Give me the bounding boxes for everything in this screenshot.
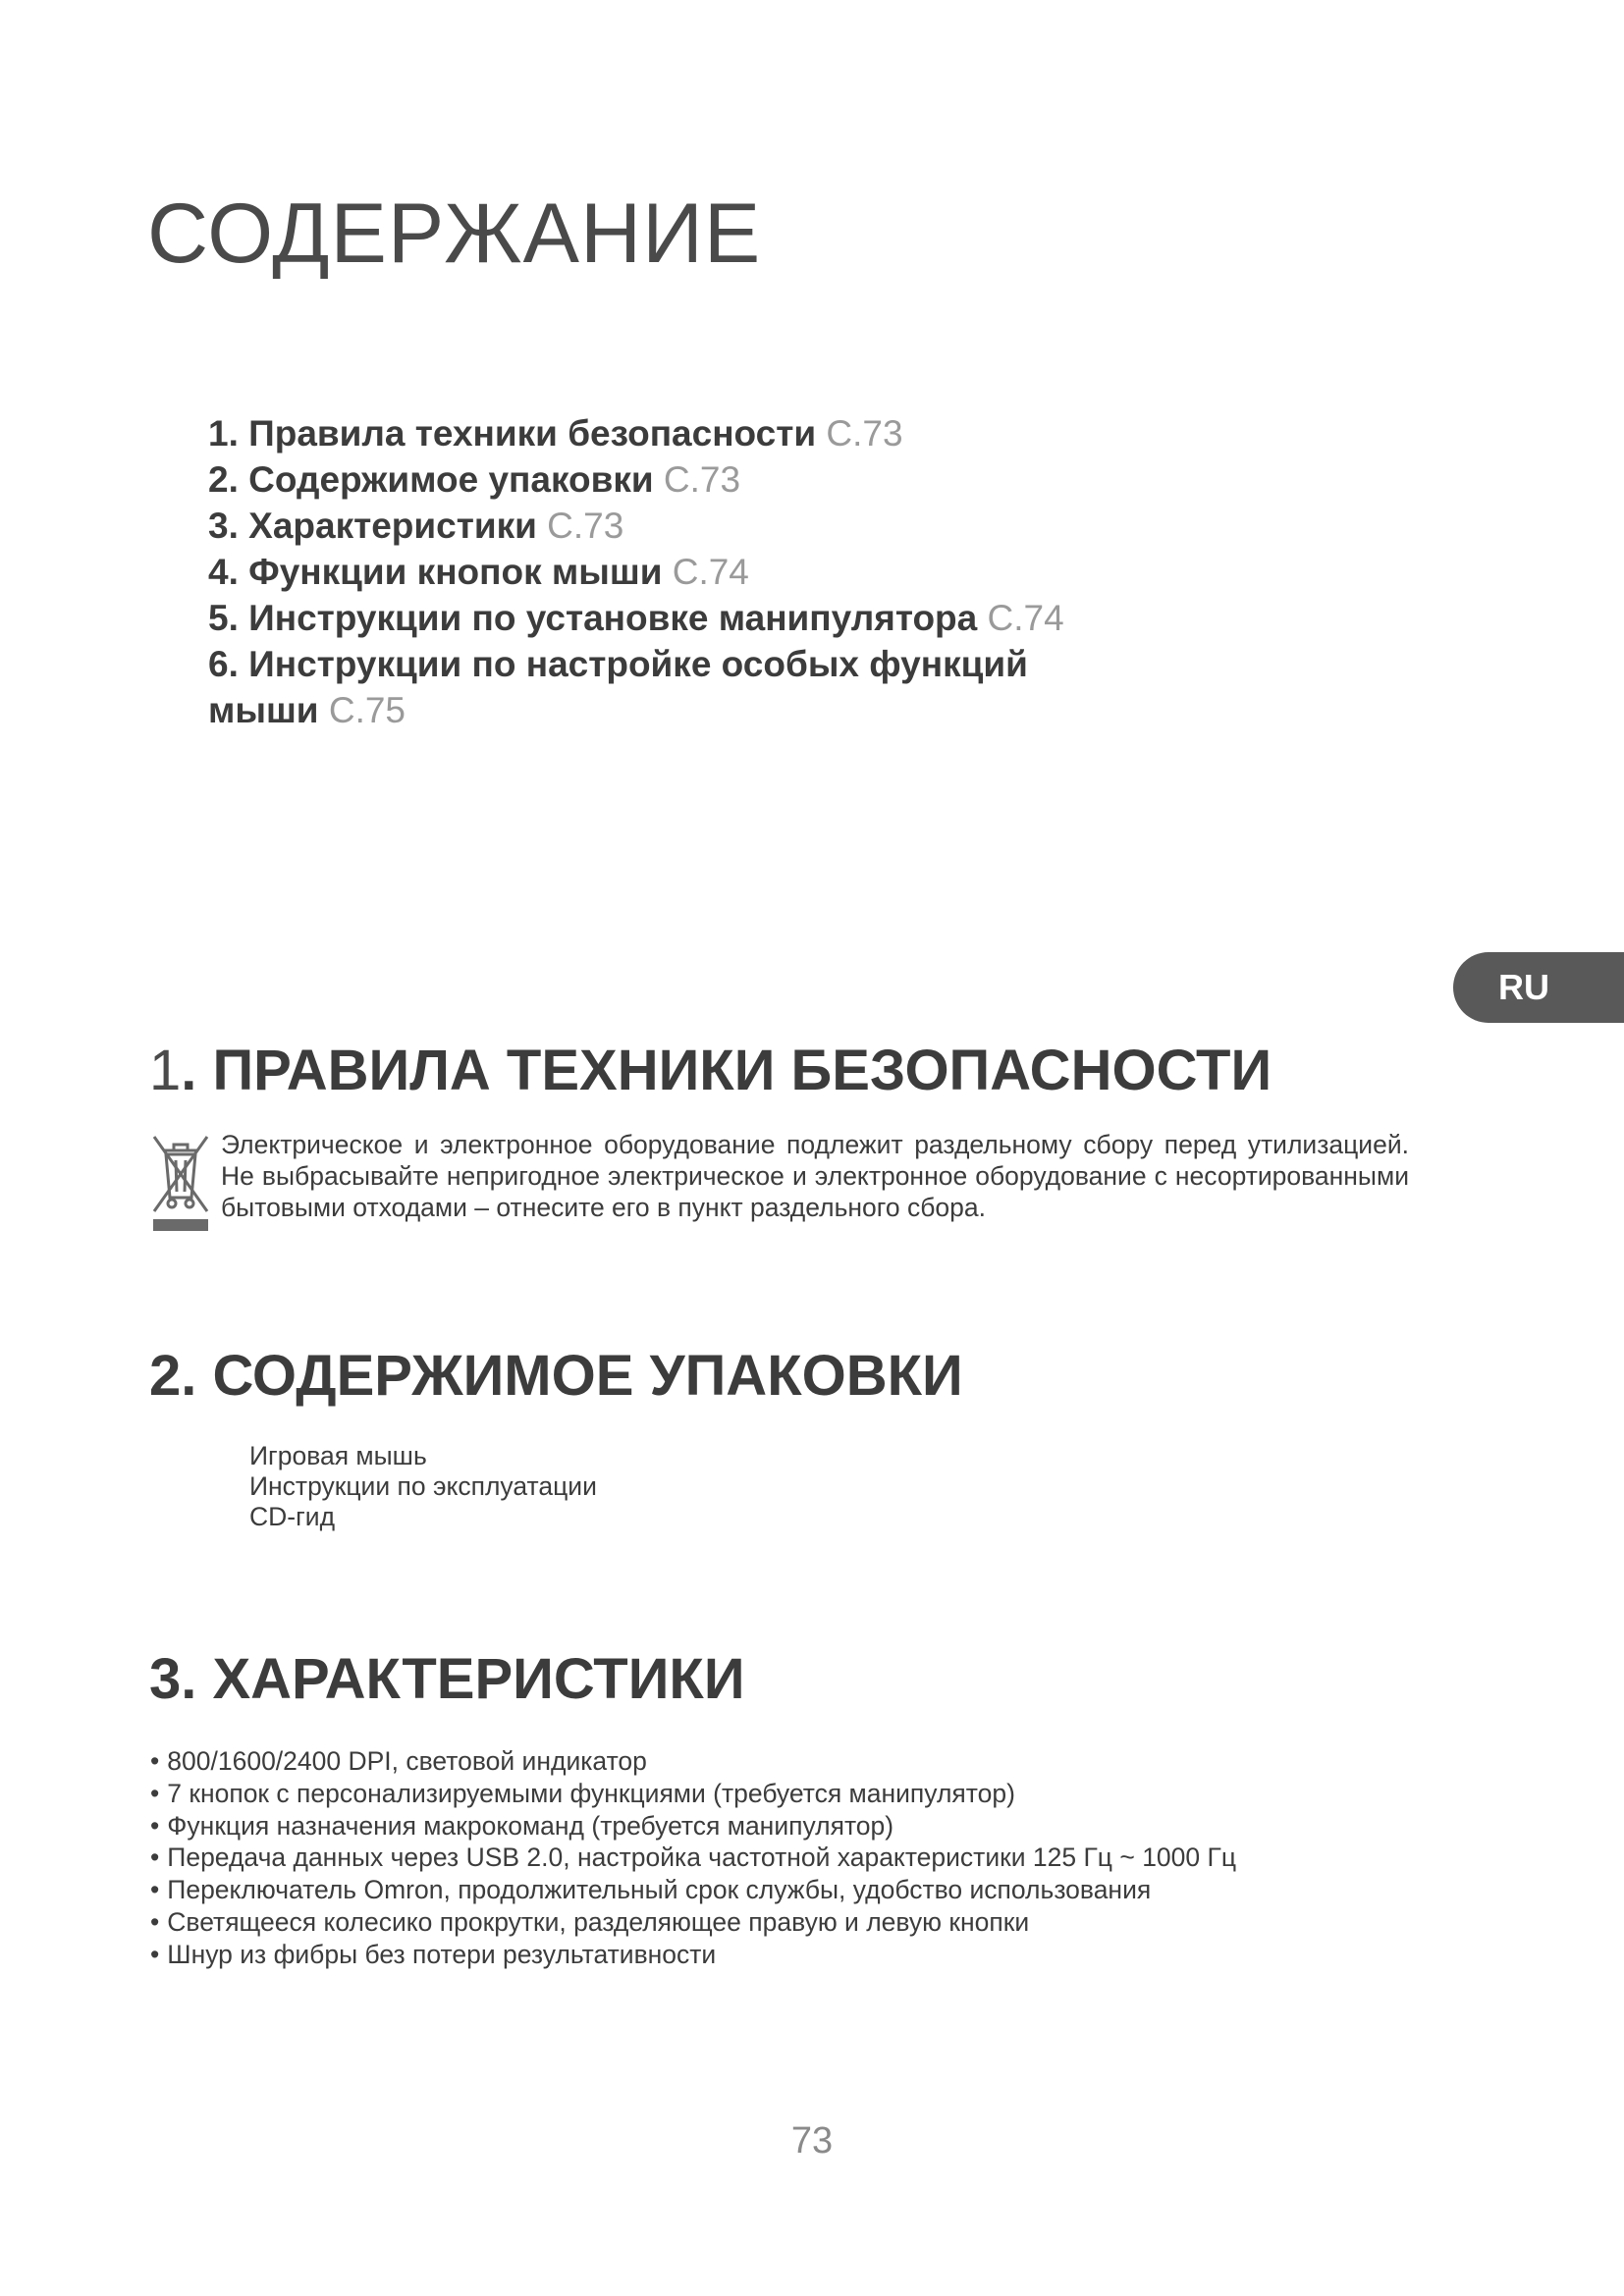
- list-item: • 7 кнопок с персонализируемыми функциями (требуется манипулятор): [150, 1778, 1427, 1810]
- toc-item-text: Характеристики: [248, 506, 537, 546]
- toc-item-number: 2.: [208, 459, 239, 500]
- toc-item: [208, 410, 1190, 456]
- toc-item-page: C.75: [328, 690, 406, 730]
- toc-item-text: Инструкции по настройке особых функций мыши: [208, 644, 1028, 730]
- toc-item-page: C.73: [663, 459, 741, 500]
- weee-crossed-bin-icon: [150, 1129, 211, 1237]
- toc-item-page: C.74: [672, 552, 749, 592]
- package-contents-list: [249, 1441, 597, 1532]
- toc-item-page: C.74: [987, 598, 1064, 638]
- list-item: • 800/1600/2400 DPI, световой индикатор: [150, 1745, 1427, 1778]
- list-item: Игровая мышь: [249, 1441, 427, 1470]
- language-tab-label: RU: [1498, 967, 1549, 1007]
- toc-item: [208, 549, 1190, 595]
- toc-item: [208, 595, 1190, 641]
- toc-item-number: 6.: [208, 644, 239, 684]
- list-item: • Функция назначения макрокоманд (требуется манипулятор): [150, 1810, 1427, 1842]
- toc-item: [208, 456, 1190, 503]
- toc-item: [208, 641, 1131, 733]
- list-item: • Переключатель Omron, продолжительный срок службы, удобство использования: [150, 1874, 1427, 1906]
- toc-item-number: 5.: [208, 598, 239, 638]
- toc-item-number: 3.: [208, 506, 239, 546]
- section1-text: [221, 1129, 1409, 1223]
- toc-item-page: C.73: [826, 413, 903, 454]
- list-item: • Светящееся колесико прокрутки, разделяющее правую и левую кнопки: [150, 1906, 1427, 1939]
- safety-paragraph: Электрическое и электронное оборудование подлежит раздельному сбору перед утилизацией. Не выбрасывайте непригодное электрическое и электронное оборудование с несортированными бытовыми отходами – отнесите его в пункт раздельного сбора.: [221, 1130, 1409, 1222]
- list-item: Инструкции по эксплуатации: [249, 1471, 597, 1501]
- section1-title: . ПРАВИЛА ТЕХНИКИ БЕЗОПАСНОСТИ: [181, 1039, 1272, 1102]
- toc-item: [208, 503, 1190, 549]
- list-item: • Передача данных через USB 2.0, настройка частотной характеристики 125 Гц ~ 1000 Гц: [150, 1842, 1427, 1874]
- toc-item-page: C.73: [547, 506, 624, 546]
- toc-item-number: 4.: [208, 552, 239, 592]
- toc-item-number: 1.: [208, 413, 239, 454]
- language-tab: [1453, 952, 1624, 1023]
- page-number: 73: [790, 2120, 834, 2162]
- list-item: CD-гид: [249, 1502, 336, 1531]
- toc-title: СОДЕРЖАНИЕ: [147, 187, 762, 281]
- list-item: • Шнур из фибры без потери результативности: [150, 1939, 1427, 1971]
- toc-item-text: Инструкции по установке манипулятора: [248, 598, 978, 638]
- section1-heading: [149, 1039, 1272, 1102]
- toc-item-text: Содержимое упаковки: [248, 459, 654, 500]
- section1-number: 1: [149, 1039, 182, 1102]
- toc-item-text: Правила техники безопасности: [248, 413, 817, 454]
- toc-list: [208, 410, 1190, 733]
- toc-item-text: Функции кнопок мыши: [248, 552, 663, 592]
- section3-heading: 3. ХАРАКТЕРИСТИКИ: [149, 1647, 745, 1711]
- features-list: [150, 1745, 1427, 1971]
- section2-heading: 2. СОДЕРЖИМОЕ УПАКОВКИ: [149, 1344, 963, 1408]
